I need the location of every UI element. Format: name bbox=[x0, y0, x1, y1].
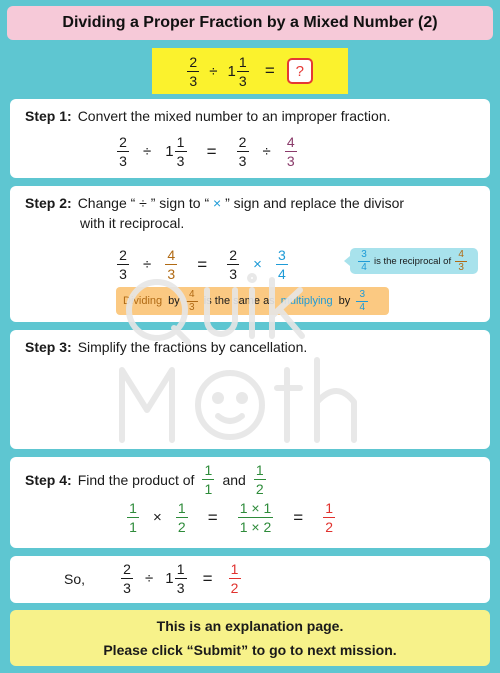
step4-equation bbox=[127, 501, 335, 534]
denominator: 1 bbox=[202, 479, 214, 496]
callout-text: is the reciprocal of bbox=[374, 255, 452, 267]
step1-equation bbox=[117, 135, 297, 168]
step2-equation bbox=[117, 248, 288, 281]
fraction bbox=[117, 135, 129, 168]
step4-panel bbox=[10, 457, 490, 548]
step-text-line2: with it reciprocal. bbox=[80, 215, 185, 231]
numerator: 1 bbox=[176, 134, 185, 150]
note-text: is the same as bbox=[203, 295, 275, 307]
divide-sign: ÷ bbox=[209, 62, 218, 80]
problem-box bbox=[152, 48, 348, 94]
denominator: 4 bbox=[358, 261, 370, 273]
whole-part: 1 bbox=[165, 570, 174, 587]
note-text: by bbox=[168, 295, 180, 307]
denominator: 2 bbox=[323, 517, 335, 534]
numerator: 2 bbox=[238, 134, 247, 150]
step-text: ” sign and replace the divisor bbox=[221, 195, 405, 211]
fraction bbox=[237, 135, 249, 168]
improper-fraction bbox=[285, 135, 297, 168]
whole-part: 1 bbox=[165, 143, 174, 160]
step-text: and bbox=[222, 471, 246, 488]
step2-heading bbox=[25, 193, 404, 233]
denominator: 3 bbox=[121, 578, 133, 595]
mixed-number bbox=[165, 135, 186, 168]
divisor-fraction bbox=[165, 248, 177, 281]
step-label: Step 3: bbox=[25, 339, 72, 355]
fraction bbox=[455, 250, 467, 273]
fraction bbox=[356, 290, 368, 313]
step1-panel bbox=[10, 99, 490, 178]
numerator: 1 bbox=[230, 561, 239, 577]
fraction bbox=[176, 501, 188, 534]
denominator: 4 bbox=[276, 264, 288, 281]
step3-heading bbox=[25, 337, 307, 357]
step-text: Find the product of bbox=[77, 471, 195, 488]
numerator: 1 bbox=[129, 500, 137, 516]
footer-instructions bbox=[10, 610, 490, 666]
rule-note bbox=[116, 287, 389, 315]
result-fraction bbox=[229, 562, 241, 595]
page-title: Dividing a Proper Fraction by a Mixed Number (2) bbox=[7, 6, 493, 40]
fraction bbox=[202, 463, 214, 496]
denominator: 3 bbox=[165, 264, 177, 281]
problem-mixed-number bbox=[227, 55, 248, 88]
step1-heading bbox=[25, 106, 391, 126]
step-label: Step 2: bbox=[25, 195, 72, 211]
numerator: 2 bbox=[123, 561, 131, 577]
times-sign: × bbox=[253, 256, 262, 273]
fraction bbox=[186, 290, 198, 313]
step-label: Step 4: bbox=[25, 471, 72, 488]
numerator: 1 bbox=[255, 462, 264, 478]
denominator: 3 bbox=[117, 264, 129, 281]
step-text: Change “ bbox=[77, 195, 140, 211]
note-text: by bbox=[338, 295, 351, 307]
numerator: 1 × 1 bbox=[239, 500, 272, 516]
numerator: 1 bbox=[177, 500, 186, 516]
numerator: 4 bbox=[167, 247, 176, 263]
fraction bbox=[121, 562, 133, 595]
divide-sign: ÷ bbox=[262, 143, 271, 160]
denominator: 3 bbox=[117, 151, 129, 168]
equals-sign: = bbox=[293, 507, 304, 527]
fraction bbox=[254, 463, 266, 496]
denominator: 1 × 2 bbox=[239, 519, 272, 535]
numerator: 4 bbox=[286, 134, 295, 150]
equals-sign: = bbox=[202, 568, 213, 588]
fraction-part bbox=[237, 55, 249, 88]
step2-panel bbox=[10, 186, 490, 322]
equals-sign: = bbox=[197, 254, 208, 274]
numerator: 2 bbox=[119, 134, 127, 150]
denominator: 2 bbox=[176, 517, 188, 534]
numerator: 1 bbox=[176, 561, 185, 577]
numerator: 2 bbox=[189, 53, 198, 70]
divide-sign: ÷ bbox=[143, 143, 152, 160]
conclusion-panel bbox=[10, 556, 490, 603]
conclusion-equation bbox=[64, 562, 241, 595]
numerator: 2 bbox=[229, 247, 238, 263]
note-text: Dividing bbox=[123, 295, 163, 307]
numerator: 3 bbox=[278, 247, 286, 263]
whole-part: 1 bbox=[227, 62, 236, 80]
fraction bbox=[358, 250, 370, 273]
numerator: 1 bbox=[238, 53, 247, 70]
denominator: 2 bbox=[229, 578, 241, 595]
answer-placeholder: ? bbox=[287, 58, 313, 84]
denominator: 3 bbox=[227, 264, 239, 281]
denominator: 3 bbox=[285, 151, 297, 168]
denominator: 2 bbox=[254, 479, 266, 496]
step3-panel bbox=[10, 330, 490, 449]
equals-sign: = bbox=[264, 61, 275, 80]
reciprocal-fraction bbox=[276, 248, 288, 281]
denominator: 1 bbox=[127, 517, 139, 534]
fraction-part bbox=[175, 135, 187, 168]
numerator: 1 bbox=[325, 500, 334, 516]
step-text: Simplify the fractions by cancellation. bbox=[77, 339, 308, 355]
footer-line2: Please click “Submit” to go to next mission. bbox=[103, 642, 397, 658]
step-label: Step 1: bbox=[25, 108, 72, 124]
fraction-part bbox=[175, 562, 187, 595]
reciprocal-callout bbox=[350, 248, 478, 274]
problem-fraction bbox=[187, 55, 199, 88]
note-text: multiplying bbox=[280, 295, 333, 307]
fraction bbox=[127, 501, 139, 534]
mixed-number bbox=[165, 562, 186, 595]
denominator: 3 bbox=[186, 301, 198, 313]
equals-sign: = bbox=[207, 507, 218, 527]
divide-symbol: ÷ bbox=[139, 195, 147, 211]
times-sign: × bbox=[153, 509, 162, 526]
step-text: ” sign to “ bbox=[146, 195, 213, 211]
footer-line1: This is an explanation page. bbox=[156, 618, 344, 634]
denominator: 3 bbox=[187, 71, 199, 88]
numerator: 4 bbox=[458, 248, 464, 260]
denominator: 4 bbox=[356, 301, 368, 313]
divide-sign: ÷ bbox=[143, 256, 152, 273]
fraction bbox=[227, 248, 239, 281]
conclusion-text: So, bbox=[64, 570, 86, 587]
equals-sign: = bbox=[206, 141, 217, 161]
divide-sign: ÷ bbox=[145, 570, 154, 587]
denominator: 3 bbox=[175, 578, 187, 595]
product-fraction bbox=[238, 501, 274, 534]
denominator: 3 bbox=[455, 261, 467, 273]
result-fraction bbox=[323, 501, 335, 534]
step4-heading bbox=[25, 463, 266, 496]
numerator: 3 bbox=[359, 288, 366, 300]
numerator: 3 bbox=[361, 248, 367, 260]
denominator: 3 bbox=[237, 151, 249, 168]
numerator: 2 bbox=[119, 247, 127, 263]
step-text: Convert the mixed number to an improper fraction. bbox=[77, 108, 391, 124]
numerator: 1 bbox=[204, 462, 213, 478]
denominator: 3 bbox=[175, 151, 187, 168]
numerator: 4 bbox=[188, 288, 195, 300]
denominator: 3 bbox=[237, 71, 249, 88]
times-symbol: × bbox=[213, 195, 222, 211]
fraction bbox=[117, 248, 129, 281]
